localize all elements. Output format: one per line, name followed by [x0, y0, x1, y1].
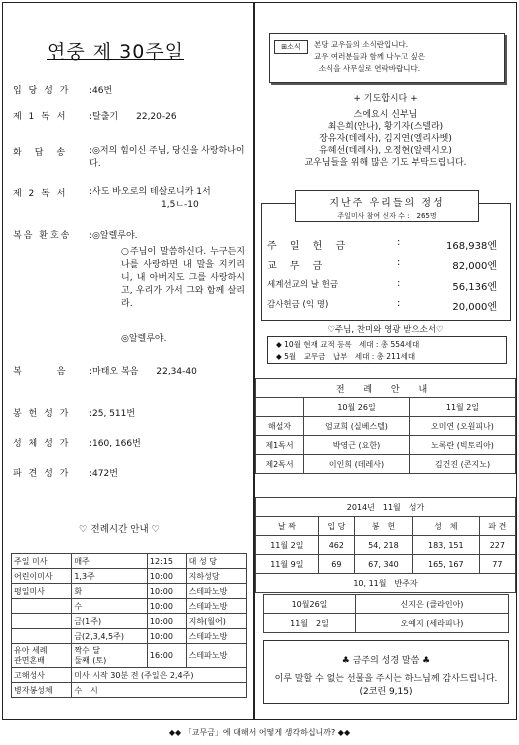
table-row: 10, 11월 반주자 — [256, 574, 516, 593]
offering-row: 교 무 금 : 82,000엔 — [267, 257, 497, 272]
table-row: 10월 26일 11월 2일 — [256, 398, 516, 417]
table-row: 병자봉성체 수 시 — [12, 683, 247, 698]
choir-table — [255, 497, 516, 593]
services-title: ♡ 전례시간 안내 ♡ — [79, 524, 161, 535]
order-reading2: 제 2 독 서 :사도 바오로의 테살로니카 1서 1,5ㄴ-10 — [13, 187, 211, 210]
order-gospel: 복 음 :마태오 복음 22,34-40 — [13, 367, 197, 377]
table-row: 제2독서 이인희 (데레사) 김건진 (콘지노) — [256, 455, 516, 474]
bulletin-frame — [2, 2, 517, 720]
table-row: 유아 세례 관면혼배 짝수 달 둘째 (토) 16:00 스테파노방 — [12, 644, 247, 668]
table-row: 날 짜 입 당 봉 헌 성 체 파 견 — [256, 517, 516, 536]
order-reading1: 제 1 독 서 :탈출기 22,20-26 — [13, 112, 177, 122]
membership-box: ◆ 10월 현재 교적 등록 세대 : 총 554세대 ◆ 5월 교무금 납부 세대 : 총 211세대 — [267, 336, 507, 364]
news-logo: ⊞소식 — [274, 40, 308, 54]
table-row: 어린이미사 1,3주 10:00 지하성당 — [12, 569, 247, 584]
order-psalm: 화 답 송 :◎저의 힘이신 주님, 당신을 사랑하나이다. — [13, 146, 245, 169]
prayer-title: + 기도합시다 + — [353, 94, 418, 104]
table-row: 해설자 엄교희 (실베스텔) 오미연 (오원피나) — [256, 417, 516, 436]
ministers-table — [255, 378, 516, 474]
order-acclamation: 복음 환호송 :◎알렐루야. — [13, 231, 138, 241]
page-title: 연중 제 30주일 — [47, 41, 185, 63]
offering-row: 감사헌금 (익 명) : 20,000엔 — [267, 298, 497, 313]
services-table — [11, 553, 247, 698]
order-offertory: 봉 헌 성 가 :25, 511번 — [13, 409, 136, 419]
table-row: 제1독서 박영근 (요한) 노록란 (빅토리아) — [256, 436, 516, 455]
table-row: 11월 2일 462 54, 218 183, 151 227 — [256, 536, 516, 555]
acclamation-end: ◎알렐루야. — [121, 334, 167, 344]
table-row: 2014년 11월 성가 — [256, 498, 516, 517]
table-row: 전 례 안 내 — [256, 379, 516, 398]
news-text: 본당 교우들의 소식란입니다. 교우 여러분들과 함께 나누고 싶은 소식을 사무실로 연락바랍니다. — [314, 40, 425, 73]
servers-table — [263, 594, 509, 633]
table-row: 금(1주) 10:00 지하(월어) — [12, 614, 247, 629]
acclamation-body: ○주님이 말씀하신다. 누구든지 나를 사랑하면 내 말을 지키리니, 내 아버지도 그를 사랑하시고, 우리가 가서 그와 함께 살리라. — [121, 247, 245, 309]
prayer-list: 스에요시 신부님 최은희(안나), 황기자(스텔라) 장유자(데레사), 김지연(엘리사벳) 유혜선(데레사), 오정현(알렉시오) 교우님들을 위해 많은 기도 부탁드립니다. — [304, 110, 467, 168]
order-entrance: 입 당 성 가 :46번 — [13, 86, 113, 96]
notices-column — [255, 3, 516, 719]
table-row: 11월 9일 69 67, 340 165, 167 77 — [256, 555, 516, 574]
offering-row: 주 일 헌 금 : 168,938엔 — [267, 237, 497, 252]
news-box — [269, 33, 505, 83]
order-communion: 성 체 성 가 :160, 166번 — [13, 439, 141, 449]
table-row: 주일 미사 매주 12:15 대 성 당 — [12, 554, 247, 569]
offering-row: 세계선교의 날 헌금 : 56,136엔 — [267, 278, 497, 293]
table-row: 고해성사 미사 시작 30분 전 (주일은 2,4주) — [12, 668, 247, 683]
offering-header: 지난주 우리들의 정성 주일미사 참여 신자 수 : 265명 — [295, 190, 479, 222]
footer-note: ◆◆ 「교무금」에 대해서 어떻게 생각하십니까? ◆◆ — [168, 728, 351, 737]
blessing-line: ♡주님, 찬미와 영광 받으소서♡ — [327, 325, 444, 335]
table-row: 11월 2일 오예지 (세라피나) — [264, 614, 509, 633]
table-row: 10월26일 신지은 (클라인아) — [264, 595, 509, 614]
table-row: 수 10:00 스테파노방 — [12, 599, 247, 614]
order-recessional: 파 견 성 가 :472번 — [13, 469, 118, 479]
table-row: 평일미사 화 10:00 스테파노방 — [12, 584, 247, 599]
table-row: 금(2,3,4,5주) 10:00 스테파노방 — [12, 629, 247, 644]
liturgy-column — [3, 3, 253, 719]
verse-box: ♣ 금주의 성경 말씀 ♣ 이루 말할 수 없는 선물을 주시는 하느님께 감사드립니다. (2코린 9,15) — [263, 640, 509, 704]
